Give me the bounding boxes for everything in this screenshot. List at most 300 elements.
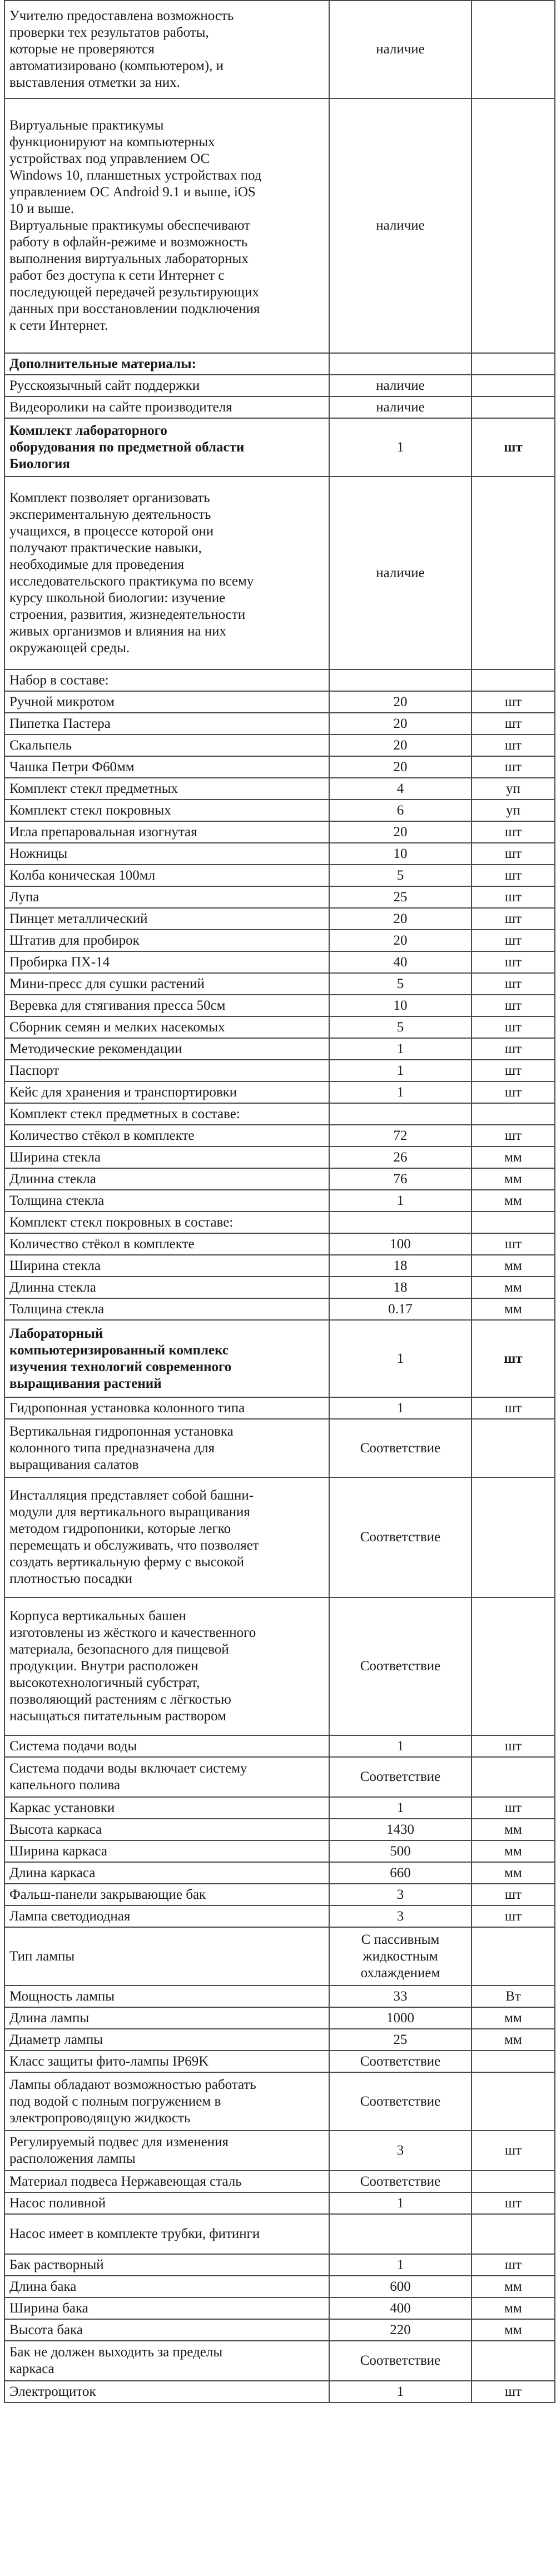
description-line: Мини-пресс для сушки растений [9, 976, 205, 991]
item-description-cell [4, 1190, 329, 1212]
table-row [4, 930, 555, 951]
table-row [4, 669, 555, 691]
table-row [4, 843, 555, 865]
table-row [4, 1190, 555, 1212]
table-row [4, 973, 555, 995]
description-line: Веревка для стягивания пресса 50см [9, 997, 226, 1013]
table-row [4, 1927, 555, 1986]
table-row [4, 886, 555, 908]
description-line: Комплект стекл покровных [9, 802, 171, 818]
item-value-cell: 1 [329, 2381, 471, 2403]
item-unit-cell: шт [471, 2131, 555, 2171]
item-description-cell [4, 477, 329, 669]
item-unit-cell: шт [471, 2254, 555, 2276]
item-description-cell [4, 865, 329, 886]
item-value-cell: 33 [329, 1986, 471, 2007]
item-value-cell: 1 [329, 1320, 471, 1397]
table-row [4, 2171, 555, 2192]
item-value-cell: 20 [329, 930, 471, 951]
description-line: Электрощиток [9, 2384, 96, 2399]
item-value-cell: Соответствие [329, 2072, 471, 2131]
item-description-cell [4, 2029, 329, 2051]
item-unit-cell: шт [471, 2381, 555, 2403]
description-line: управлением ОС Android 9.1 и выше, iOS [9, 185, 256, 200]
item-unit-cell: шт [471, 821, 555, 843]
item-unit-cell [471, 2171, 555, 2192]
description-line: Паспорт [9, 1063, 59, 1078]
item-value-cell: 20 [329, 908, 471, 930]
table-row [4, 1597, 555, 1735]
table-row [4, 1146, 555, 1168]
description-line: насыщаться питательным раствором [9, 1709, 226, 1724]
item-description-cell [4, 2381, 329, 2403]
description-line: выращивания салатов [9, 1457, 139, 1472]
table-row [4, 396, 555, 418]
description-line: Лампа светодиодная [9, 1908, 131, 1924]
item-description-cell [4, 2276, 329, 2297]
description-line: Учителю предоставлена возможность [9, 8, 234, 23]
item-unit-cell: шт [471, 951, 555, 973]
item-description-cell [4, 1419, 329, 1477]
item-unit-cell [471, 1927, 555, 1986]
description-line: Пинцет металлический [9, 911, 148, 926]
item-unit-cell: мм [471, 1168, 555, 1190]
item-unit-cell: мм [471, 1277, 555, 1298]
table-row [4, 2072, 555, 2131]
item-unit-cell [471, 98, 555, 353]
item-value-cell: 72 [329, 1125, 471, 1146]
item-value-cell: 25 [329, 886, 471, 908]
description-line: курсу школьной биологии: изучение [9, 590, 226, 605]
description-line: высокотехнологичный субстрат, [9, 1675, 200, 1690]
description-line: данных при восстановлении подключения [9, 301, 260, 316]
item-value-cell: 3 [329, 1884, 471, 1905]
item-description-cell [4, 1146, 329, 1168]
description-line: устройствах под управлением ОС [9, 151, 210, 166]
description-line: Дополнительные материалы: [9, 356, 196, 371]
item-description-cell [4, 1397, 329, 1419]
item-description-cell [4, 908, 329, 930]
item-unit-cell [471, 477, 555, 669]
item-value-cell: 76 [329, 1168, 471, 1190]
description-line: создать вертикальную ферму с высокой [9, 1555, 245, 1570]
item-unit-cell [471, 1103, 555, 1125]
table-row [4, 865, 555, 886]
item-unit-cell: шт [471, 1320, 555, 1397]
item-value-cell: Соответствие [329, 2051, 471, 2072]
description-line: живых организмов и влияния на них [9, 623, 226, 639]
description-line: Длина бака [9, 2279, 77, 2294]
table-row [4, 995, 555, 1016]
description-line: Комплект позволяет организовать [9, 490, 210, 505]
item-description-cell [4, 2254, 329, 2276]
item-value-cell: 25 [329, 2029, 471, 2051]
item-description-cell [4, 669, 329, 691]
item-unit-cell: мм [471, 1146, 555, 1168]
item-unit-cell: мм [471, 2029, 555, 2051]
description-line: Штатив для пробирок [9, 932, 140, 948]
table-row [4, 1, 555, 98]
item-description-cell [4, 1477, 329, 1597]
item-description-cell [4, 1233, 329, 1255]
item-unit-cell: мм [471, 1862, 555, 1884]
item-value-cell: 400 [329, 2297, 471, 2319]
item-value-cell: Соответствие [329, 1597, 471, 1735]
description-line: экспериментальную деятельность [9, 507, 211, 522]
item-description-cell [4, 843, 329, 865]
table-row [4, 2319, 555, 2341]
table-row [4, 1255, 555, 1277]
item-value-cell: 1 [329, 418, 471, 477]
item-value-cell: 18 [329, 1255, 471, 1277]
table-row [4, 2297, 555, 2319]
item-description-cell [4, 2171, 329, 2192]
item-description-cell [4, 2319, 329, 2341]
description-line: окружающей среды. [9, 640, 130, 656]
description-line: исследовательского практикума по всему [9, 573, 254, 589]
description-line: перемещать и обслуживать, что позволяет [9, 1538, 259, 1553]
item-description-cell [4, 886, 329, 908]
description-line: Толщина стекла [9, 1193, 105, 1208]
item-value-cell: 1 [329, 1735, 471, 1757]
item-value-cell [329, 2214, 471, 2254]
item-value-cell: 20 [329, 756, 471, 778]
table-row [4, 1125, 555, 1146]
description-line: Насос поливной [9, 2195, 106, 2211]
description-line: Комплект стекл покровных в составе: [9, 1214, 234, 1230]
item-value-cell [329, 353, 471, 375]
item-description-cell [4, 1840, 329, 1862]
description-line: последующей передачей результирующих [9, 285, 259, 300]
table-row [4, 1884, 555, 1905]
item-value-cell: 100 [329, 1233, 471, 1255]
table-row [4, 2254, 555, 2276]
description-line: работу в офлайн-режиме и возможность [9, 235, 248, 250]
description-line: Вертикальная гидропонная установка [9, 1423, 234, 1439]
item-value-cell: 1 [329, 1060, 471, 1081]
item-description-cell [4, 1819, 329, 1840]
description-line: Гидропонная установка колонного типа [9, 1400, 245, 1416]
item-unit-cell: мм [471, 2319, 555, 2341]
table-row [4, 1298, 555, 1320]
item-value-cell: наличие [329, 98, 471, 353]
description-line: функционируют на компьютерных [9, 135, 215, 150]
item-value-cell [329, 1103, 471, 1125]
description-line: Комплект стекл предметных в составе: [9, 1106, 240, 1121]
item-unit-cell: шт [471, 843, 555, 865]
item-description-cell [4, 353, 329, 375]
item-description-cell [4, 1, 329, 98]
description-line: Лабораторный [9, 1326, 103, 1341]
item-value-cell: Соответствие [329, 2341, 471, 2381]
item-description-cell [4, 734, 329, 756]
description-line: получают практические навыки, [9, 540, 202, 555]
item-unit-cell [471, 2072, 555, 2131]
item-description-cell [4, 1212, 329, 1233]
item-value-cell: Соответствие [329, 1419, 471, 1477]
item-value-cell: наличие [329, 477, 471, 669]
description-line: Ширина стекла [9, 1149, 101, 1165]
description-line: плотностью посадки [9, 1571, 133, 1586]
item-unit-cell: мм [471, 2297, 555, 2319]
description-line: Класс защиты фито-лампы IP69K [9, 2053, 209, 2069]
description-line: Ширина бака [9, 2300, 88, 2316]
table-row [4, 1212, 555, 1233]
item-unit-cell: мм [471, 1298, 555, 1320]
table-row [4, 2051, 555, 2072]
item-description-cell [4, 1986, 329, 2007]
table-row [4, 1905, 555, 1927]
item-unit-cell: шт [471, 995, 555, 1016]
item-unit-cell: шт [471, 865, 555, 886]
description-line: Виртуальные практикумы [9, 118, 164, 133]
description-line: Виртуальные практикумы обеспечивают [9, 218, 250, 233]
item-description-cell [4, 2297, 329, 2319]
table-row [4, 1986, 555, 2007]
item-unit-cell: уп [471, 800, 555, 821]
table-row [4, 2341, 555, 2381]
item-unit-cell [471, 353, 555, 375]
specification-table-body [4, 1, 555, 2403]
item-description-cell [4, 1884, 329, 1905]
item-value-cell: 5 [329, 973, 471, 995]
table-row [4, 1060, 555, 1081]
item-value-cell: Соответствие [329, 2171, 471, 2192]
description-line: Ширина стекла [9, 1258, 101, 1273]
table-row [4, 951, 555, 973]
item-value-cell: С пассивным жидкостным охлаждением [329, 1927, 471, 1986]
item-unit-cell: мм [471, 1255, 555, 1277]
description-line: выполнения виртуальных лабораторных [9, 251, 249, 266]
description-line: изучения технологий современного [9, 1359, 232, 1374]
description-line: Русскоязычный сайт поддержки [9, 378, 200, 393]
item-unit-cell: шт [471, 1125, 555, 1146]
description-line: Методические рекомендации [9, 1041, 182, 1056]
item-unit-cell [471, 1757, 555, 1797]
table-row [4, 1016, 555, 1038]
item-unit-cell: шт [471, 930, 555, 951]
item-unit-cell: мм [471, 1190, 555, 1212]
description-line: Каркас установки [9, 1800, 115, 1815]
table-row [4, 734, 555, 756]
item-unit-cell: шт [471, 2192, 555, 2214]
item-unit-cell [471, 1477, 555, 1597]
item-description-cell [4, 821, 329, 843]
item-description-cell [4, 2214, 329, 2254]
description-line: изготовлены из жёсткого и качественного [9, 1625, 256, 1640]
description-line: Материал подвеса Нержавеющая сталь [9, 2173, 242, 2189]
item-description-cell [4, 713, 329, 734]
item-unit-cell [471, 2051, 555, 2072]
item-value-cell: 1000 [329, 2007, 471, 2029]
table-row [4, 713, 555, 734]
description-line: Видеоролики на сайте производителя [9, 399, 232, 415]
item-description-cell [4, 2007, 329, 2029]
description-line: Ножницы [9, 846, 68, 861]
description-line: продукции. Внутри расположен [9, 1659, 198, 1674]
description-line: Колба коническая 100мл [9, 867, 156, 883]
description-line: Сборник семян и мелких насекомых [9, 1019, 225, 1035]
table-row [4, 1735, 555, 1757]
description-line: Тип лампы [9, 1948, 75, 1964]
item-value-cell: 1 [329, 2192, 471, 2214]
table-row [4, 908, 555, 930]
description-line: Регулируемый подвес для изменения [9, 2135, 229, 2150]
table-row [4, 98, 555, 353]
item-value-cell: 1430 [329, 1819, 471, 1840]
table-row [4, 2029, 555, 2051]
item-value-cell: Соответствие [329, 1757, 471, 1797]
item-unit-cell: шт [471, 1735, 555, 1757]
description-line: Чашка Петри Ф60мм [9, 759, 135, 775]
item-unit-cell: шт [471, 1397, 555, 1419]
item-value-cell: наличие [329, 375, 471, 396]
description-line: Биология [9, 456, 70, 471]
item-unit-cell: мм [471, 2276, 555, 2297]
item-description-cell [4, 2072, 329, 2131]
item-description-cell [4, 691, 329, 713]
table-row [4, 756, 555, 778]
description-line: Система подачи воды [9, 1738, 137, 1754]
table-row [4, 1757, 555, 1797]
item-description-cell [4, 1320, 329, 1397]
table-row [4, 800, 555, 821]
table-row [4, 1103, 555, 1125]
item-value-cell: 0.17 [329, 1298, 471, 1320]
description-line: Насос имеет в комплекте трубки, фитинги [9, 2226, 260, 2241]
description-line: Скальпель [9, 737, 72, 753]
specification-table [4, 0, 555, 2403]
description-line: работ без доступа к сети Интернет с [9, 268, 225, 283]
description-line: строения, развития, жизнедеятельности [9, 607, 246, 622]
item-value-cell: 500 [329, 1840, 471, 1862]
description-line: Длина каркаса [9, 1865, 96, 1880]
item-unit-cell: шт [471, 1016, 555, 1038]
item-unit-cell: шт [471, 1038, 555, 1060]
description-line: Толщина стекла [9, 1301, 105, 1317]
description-line: колонного типа предназначена для [9, 1440, 215, 1456]
description-line: Набор в составе: [9, 672, 109, 688]
description-line: 10 и выше. [9, 201, 75, 216]
item-unit-cell [471, 375, 555, 396]
item-value-cell: 20 [329, 821, 471, 843]
item-value-cell [329, 1212, 471, 1233]
table-row [4, 1419, 555, 1477]
item-value-cell: 5 [329, 1016, 471, 1038]
item-description-cell [4, 1927, 329, 1986]
item-unit-cell: Вт [471, 1986, 555, 2007]
description-line: Бак растворный [9, 2257, 104, 2272]
description-line: Пипетка Пастера [9, 716, 111, 731]
item-value-cell: 26 [329, 1146, 471, 1168]
item-description-cell [4, 778, 329, 800]
description-line: Ширина каркаса [9, 1843, 107, 1859]
item-value-cell: Соответствие [329, 1477, 471, 1597]
item-value-cell: 20 [329, 691, 471, 713]
item-description-cell [4, 1103, 329, 1125]
item-description-cell [4, 1038, 329, 1060]
description-line: учащихся, в процессе которой они [9, 523, 214, 539]
item-description-cell [4, 2192, 329, 2214]
table-row [4, 2131, 555, 2171]
item-value-cell: 1 [329, 1797, 471, 1819]
item-unit-cell: шт [471, 713, 555, 734]
description-line: Комплект лабораторного [9, 423, 167, 438]
item-unit-cell: шт [471, 973, 555, 995]
description-line: Лампы обладают возможностью работать [9, 2077, 256, 2092]
item-unit-cell: шт [471, 1060, 555, 1081]
description-line: позволяющий растениям с лёгкостью [9, 1692, 231, 1707]
description-line: к сети Интернет. [9, 318, 108, 333]
item-unit-cell: уп [471, 778, 555, 800]
description-line: которые не проверяются [9, 42, 155, 57]
description-line: Бак не должен выходить за пределы [9, 2345, 223, 2360]
item-unit-cell [471, 1212, 555, 1233]
table-row [4, 778, 555, 800]
item-description-cell [4, 973, 329, 995]
item-value-cell: 5 [329, 865, 471, 886]
description-line: Игла препаровальная изогнутая [9, 824, 197, 840]
item-description-cell [4, 2341, 329, 2381]
item-unit-cell [471, 669, 555, 691]
item-description-cell [4, 1862, 329, 1884]
description-line: Ручной микротом [9, 694, 115, 709]
description-line: оборудования по предметной области [9, 439, 245, 455]
item-value-cell: наличие [329, 1, 471, 98]
item-unit-cell: шт [471, 1081, 555, 1103]
kit-row [4, 418, 555, 477]
item-value-cell: 1 [329, 2254, 471, 2276]
item-unit-cell: шт [471, 691, 555, 713]
item-unit-cell [471, 2214, 555, 2254]
item-unit-cell: шт [471, 1797, 555, 1819]
item-description-cell [4, 1905, 329, 1927]
item-value-cell: 3 [329, 1905, 471, 1927]
description-line: Фальш-панели закрывающие бак [9, 1887, 206, 1902]
item-description-cell [4, 1277, 329, 1298]
item-value-cell: 1 [329, 1190, 471, 1212]
description-line: электропроводящую жидкость [9, 2110, 191, 2126]
table-row [4, 1397, 555, 1419]
item-description-cell [4, 396, 329, 418]
item-unit-cell: шт [471, 886, 555, 908]
table-row [4, 2007, 555, 2029]
table-row [4, 691, 555, 713]
table-row [4, 1862, 555, 1884]
table-row [4, 1233, 555, 1255]
table-row [4, 2214, 555, 2254]
item-unit-cell [471, 1, 555, 98]
description-line: Комплект стекл предметных [9, 781, 178, 796]
item-description-cell [4, 1125, 329, 1146]
description-line: капельного полива [9, 1778, 121, 1793]
item-description-cell [4, 1597, 329, 1735]
description-line: автоматизировано (компьютером), и [9, 58, 224, 73]
item-description-cell [4, 951, 329, 973]
item-value-cell: 600 [329, 2276, 471, 2297]
item-value-cell [329, 669, 471, 691]
description-line: Длина лампы [9, 2010, 90, 2026]
item-description-cell [4, 930, 329, 951]
item-value-cell: 20 [329, 734, 471, 756]
item-unit-cell: шт [471, 734, 555, 756]
description-line: расположения лампы [9, 2151, 136, 2166]
item-description-cell [4, 1797, 329, 1819]
item-description-cell [4, 756, 329, 778]
item-description-cell [4, 418, 329, 477]
description-line: модули для вертикального выращивания [9, 1505, 250, 1520]
item-description-cell [4, 1060, 329, 1081]
